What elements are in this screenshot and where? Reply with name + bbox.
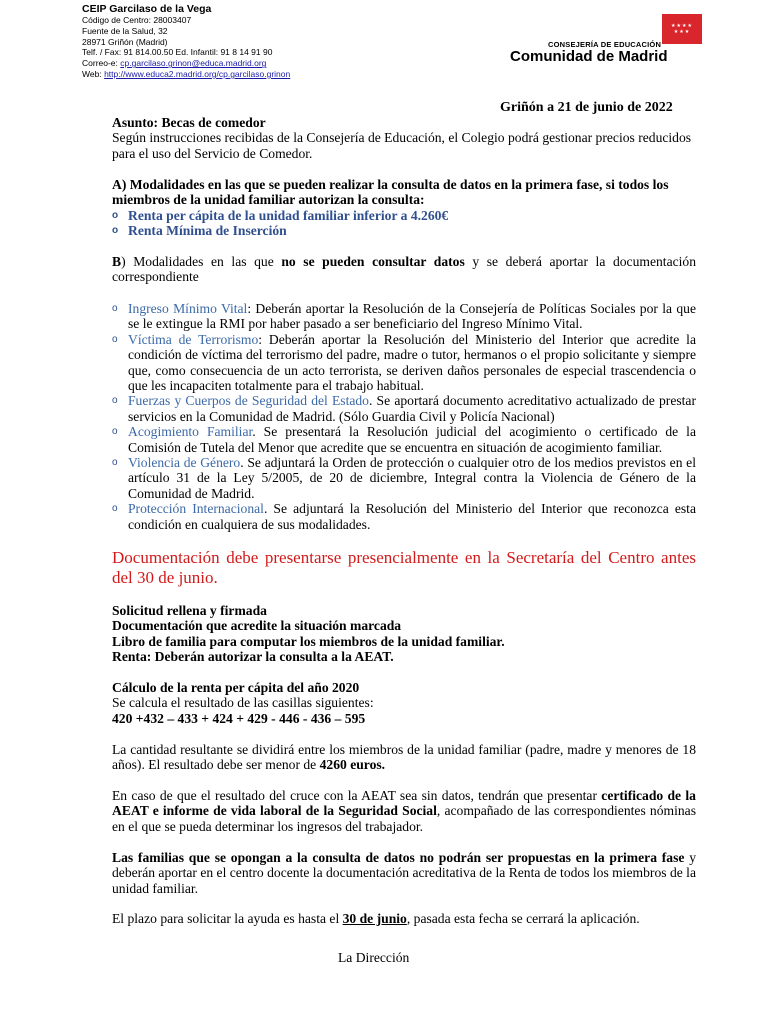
school-address: Fuente de la Salud, 32 [82, 25, 168, 36]
required-doc-item: Libro de familia para computar los miembros de la unidad familiar. [112, 633, 505, 649]
red-notice: Documentación debe presentarse presencialmente en la Secretaría del Centro antes del 30 de junio. [112, 548, 696, 587]
calc-heading: Cálculo de la renta per cápita del año 2020 [112, 680, 360, 695]
web-label: Web: [82, 68, 102, 79]
section-a-item: o Renta Mínima de Inserción [112, 223, 696, 238]
section-b-list [112, 301, 696, 532]
school-web-row [82, 69, 290, 80]
logo-department: CONSEJERÍA DE EDUCACIÓN [548, 40, 662, 49]
subject: Asunto: Becas de comedor [112, 115, 266, 130]
required-docs [112, 603, 696, 665]
section-b-item: o Protección Internacional. Se adjuntará la Resolución del Ministerio del Interior que reconozca esta condición en cualquiera de sus modalidades. [112, 501, 696, 532]
division-paragraph: La cantidad resultante se dividirá entre los miembros de la unidad familiar (padre, madre y menores de 18 años). El resultado debe ser menor de 4260 euros. [112, 742, 696, 773]
section-a-list [112, 208, 696, 239]
section-b-intro [112, 254, 696, 285]
section-b-item: o Violencia de Género. Se adjuntará la Orden de protección o cualquier otro de los medios previstos en el artículo 31 de la Ley 5/2005, de 20 de diciembre, Integral contra la Violencia de Género de la Comunidad de Madrid. [112, 455, 696, 501]
calc-line: Se calcula el resultado de las casillas siguientes: [112, 695, 374, 711]
section-a-heading: A) Modalidades en las que se pueden realizar la consulta de datos en la primera fase, si todos los miembros de la unidad familiar autorizan la consulta: [112, 177, 669, 208]
section-b-item: o Acogimiento Familiar. Se presentará la Resolución judicial del acogimiento o certificado de la Comisión de Tutela del Menor que acredite que se encuentra en situación de acogimiento familiar. [112, 424, 696, 455]
school-city: 28971 Griñón (Madrid) [82, 36, 168, 47]
intro-paragraph: Según instrucciones recibidas de la Consejería de Educación, el Colegio podrá gestionar precios reducidos para el uso del Servicio de Comedor. [112, 130, 692, 161]
subject-block [112, 115, 696, 161]
letter-date: Griñón a 21 de junio de 2022 [500, 100, 673, 115]
required-doc-item: Documentación que acredite la situación marcada [112, 618, 402, 634]
section-a [112, 177, 696, 239]
school-code: Código de Centro: 28003407 [82, 15, 192, 25]
web-link[interactable]: http://www.educa2.madrid.org/cp.garcilaso.grinon [104, 68, 291, 79]
calc-block [112, 680, 696, 726]
section-b-item: o Víctima de Terrorismo: Deberán aportar la Resolución del Ministerio del Interior que acredite la condición de víctima del terrorismo del padre, madre o tutor, hermanos o el propio solicitante y siempre que, como consecuencia de un acto terrorista, se deriven daños personales de especial trascendencia o que les incapaciten totalmente para el trabajo habitual. [112, 332, 696, 394]
school-letterhead [82, 3, 290, 80]
madrid-flag-icon: ★★★★ ★★★ [662, 14, 702, 44]
school-name: CEIP Garcilaso de la Vega [82, 3, 212, 15]
section-a-item: o Renta per cápita de la unidad familiar inferior a 4.260€ [112, 208, 696, 223]
signature: La Dirección [338, 950, 410, 965]
section-b-list-block [112, 301, 696, 532]
school-phone: Telf. / Fax: 91 814.00.50 Ed. Infantil: 91 8 14 91 90 [82, 47, 273, 58]
email-label: Correo-e: [82, 58, 118, 69]
deadline-paragraph: El plazo para solicitar la ayuda es hasta el 30 de junio, pasada esta fecha se cerrará la aplicación. [112, 911, 640, 926]
section-b-item: o Ingreso Mínimo Vital: Deberán aportar la Resolución de la Consejería de Políticas Sociales por la que se le extingue la RMI por haber pasado a ser beneficiario del Ingreso Mínimo Vital. [112, 301, 696, 332]
oppose-paragraph: Las familias que se opongan a la consulta de datos no podrán ser propuestas en la primera fase y deberán aportar en el centro docente la documentación acreditativa de la Renta de todos los miembros de la unidad familiar. [112, 850, 696, 896]
logo-region: Comunidad de Madrid [510, 48, 668, 65]
section-b-item: o Fuerzas y Cuerpos de Seguridad del Estado. Se aportará documento acreditativo actualizado de prestar servicios en la Comunidad de Madrid. (Sólo Guardia Civil y Policía Nacional) [112, 393, 696, 424]
calc-formula: 420 +432 – 433 + 424 + 429 - 446 - 436 – 595 [112, 710, 366, 726]
required-doc-item: Renta: Deberán autorizar la consulta a la AEAT. [112, 649, 394, 665]
school-email-row [82, 58, 290, 69]
email-link[interactable]: cp.garcilaso.grinon@educa.madrid.org [120, 58, 267, 69]
section-b-paragraph: B) Modalidades en las que no se pueden consultar datos y se deberá aportar la documentación correspondiente [112, 254, 697, 285]
required-doc-item: Solicitud rellena y firmada [112, 603, 267, 618]
aeat-paragraph: En caso de que el resultado del cruce con la AEAT sea sin datos, tendrán que presentar certificado de la AEAT e informe de vida laboral de la Seguridad Social, acompañado de las correspondientes nóminas en el que se pueda determinar los ingresos del trabajador. [112, 788, 696, 834]
